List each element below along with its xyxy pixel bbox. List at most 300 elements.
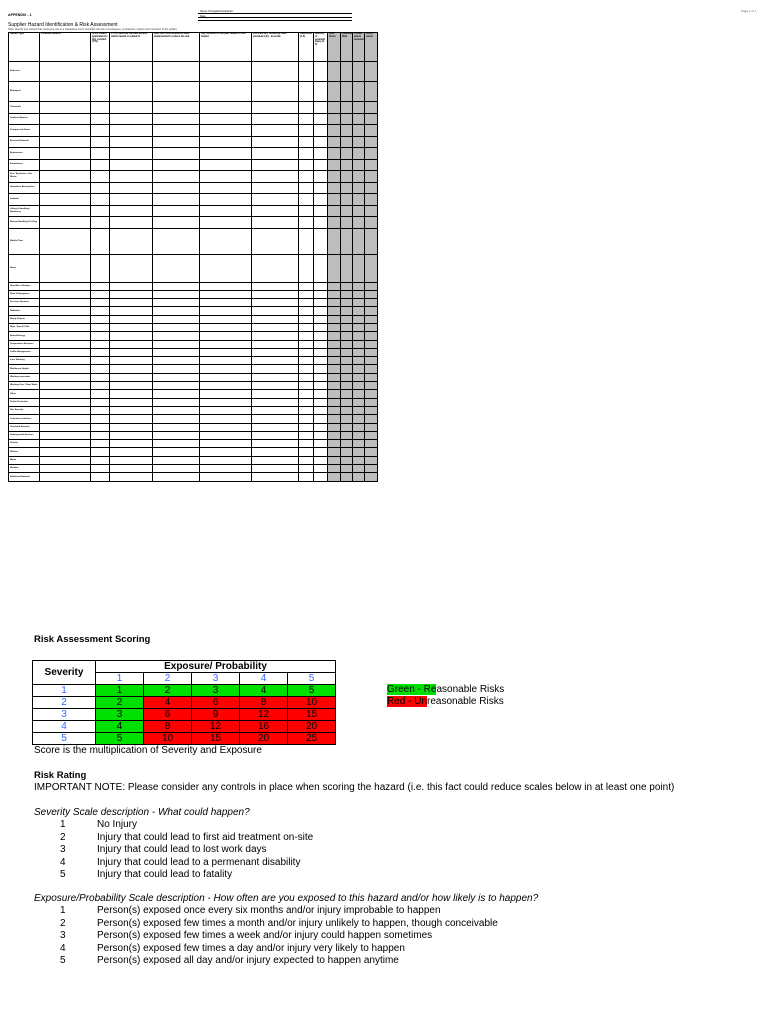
- hazard-input-cell[interactable]: [200, 290, 252, 298]
- hazard-input-cell[interactable]: [91, 148, 110, 160]
- hazard-input-cell[interactable]: [153, 307, 200, 315]
- hazard-input-cell[interactable]: [252, 382, 299, 390]
- hazard-input-cell[interactable]: [200, 473, 252, 481]
- hazard-input-cell[interactable]: [341, 323, 353, 331]
- hazard-input-cell[interactable]: [353, 398, 365, 406]
- hazard-input-cell[interactable]: [153, 365, 200, 373]
- hazard-input-cell[interactable]: [365, 390, 378, 398]
- hazard-input-cell[interactable]: [341, 62, 353, 82]
- hazard-input-cell[interactable]: [365, 398, 378, 406]
- hazard-input-cell[interactable]: [252, 205, 299, 217]
- hazard-input-cell[interactable]: [341, 340, 353, 348]
- hazard-input-cell[interactable]: [200, 423, 252, 431]
- hazard-input-cell[interactable]: [328, 365, 341, 373]
- hazard-input-cell[interactable]: [252, 194, 299, 206]
- hazard-input-cell[interactable]: [353, 254, 365, 282]
- hazard-input-cell[interactable]: [40, 431, 91, 439]
- hazard-input-cell[interactable]: [91, 159, 110, 171]
- hazard-input-cell[interactable]: [153, 290, 200, 298]
- hazard-input-cell[interactable]: [153, 465, 200, 473]
- hazard-input-cell[interactable]: [252, 431, 299, 439]
- hazard-input-cell[interactable]: [365, 82, 378, 102]
- hazard-input-cell[interactable]: [153, 125, 200, 137]
- hazard-input-cell[interactable]: [328, 290, 341, 298]
- hazard-input-cell[interactable]: [200, 315, 252, 323]
- hazard-input-cell[interactable]: [110, 194, 153, 206]
- hazard-input-cell[interactable]: [314, 440, 328, 448]
- hazard-input-cell[interactable]: [328, 440, 341, 448]
- hazard-input-cell[interactable]: [365, 357, 378, 365]
- hazard-input-cell[interactable]: [40, 171, 91, 183]
- hazard-input-cell[interactable]: [40, 136, 91, 148]
- hazard-input-cell[interactable]: [353, 365, 365, 373]
- hazard-input-cell[interactable]: [314, 148, 328, 160]
- hazard-input-cell[interactable]: [341, 194, 353, 206]
- hazard-input-cell[interactable]: [252, 159, 299, 171]
- hazard-input-cell[interactable]: [328, 282, 341, 290]
- hazard-input-cell[interactable]: [252, 148, 299, 160]
- hazard-input-cell[interactable]: [328, 217, 341, 229]
- hazard-input-cell[interactable]: [328, 473, 341, 481]
- hazard-input-cell[interactable]: [200, 440, 252, 448]
- hazard-input-cell[interactable]: [328, 431, 341, 439]
- hazard-input-cell[interactable]: [153, 357, 200, 365]
- hazard-input-cell[interactable]: [365, 473, 378, 481]
- hazard-input-cell[interactable]: [353, 299, 365, 307]
- hazard-input-cell[interactable]: [153, 159, 200, 171]
- hazard-input-cell[interactable]: [353, 82, 365, 102]
- hazard-input-cell[interactable]: [365, 323, 378, 331]
- hazard-input-cell[interactable]: [341, 390, 353, 398]
- hazard-input-cell[interactable]: [353, 102, 365, 114]
- hazard-input-cell[interactable]: [91, 473, 110, 481]
- hazard-input-cell[interactable]: [110, 406, 153, 414]
- hazard-input-cell[interactable]: [200, 194, 252, 206]
- hazard-input-cell[interactable]: [314, 465, 328, 473]
- hazard-input-cell[interactable]: [328, 415, 341, 423]
- hazard-input-cell[interactable]: [252, 228, 299, 254]
- hazard-input-cell[interactable]: [153, 431, 200, 439]
- hazard-input-cell[interactable]: [40, 465, 91, 473]
- hazard-input-cell[interactable]: [200, 415, 252, 423]
- hazard-input-cell[interactable]: [299, 228, 314, 254]
- hazard-input-cell[interactable]: [40, 102, 91, 114]
- hazard-input-cell[interactable]: [200, 136, 252, 148]
- hazard-input-cell[interactable]: [110, 323, 153, 331]
- hazard-input-cell[interactable]: [110, 136, 153, 148]
- hazard-input-cell[interactable]: [200, 323, 252, 331]
- hazard-input-cell[interactable]: [314, 406, 328, 414]
- hazard-input-cell[interactable]: [365, 217, 378, 229]
- hazard-input-cell[interactable]: [299, 282, 314, 290]
- hazard-input-cell[interactable]: [341, 373, 353, 381]
- hazard-input-cell[interactable]: [365, 254, 378, 282]
- hazard-input-cell[interactable]: [153, 113, 200, 125]
- hazard-input-cell[interactable]: [252, 307, 299, 315]
- hazard-input-cell[interactable]: [353, 228, 365, 254]
- hazard-input-cell[interactable]: [40, 182, 91, 194]
- hazard-input-cell[interactable]: [299, 398, 314, 406]
- hazard-input-cell[interactable]: [314, 340, 328, 348]
- hazard-input-cell[interactable]: [153, 62, 200, 82]
- hazard-input-cell[interactable]: [299, 406, 314, 414]
- hazard-input-cell[interactable]: [299, 323, 314, 331]
- hazard-input-cell[interactable]: [314, 205, 328, 217]
- hazard-input-cell[interactable]: [299, 390, 314, 398]
- hazard-input-cell[interactable]: [110, 415, 153, 423]
- hazard-input-cell[interactable]: [365, 194, 378, 206]
- hazard-input-cell[interactable]: [252, 282, 299, 290]
- hazard-input-cell[interactable]: [314, 113, 328, 125]
- hazard-input-cell[interactable]: [341, 113, 353, 125]
- hazard-input-cell[interactable]: [153, 398, 200, 406]
- hazard-input-cell[interactable]: [200, 365, 252, 373]
- hazard-input-cell[interactable]: [341, 357, 353, 365]
- hazard-input-cell[interactable]: [252, 102, 299, 114]
- hazard-input-cell[interactable]: [40, 348, 91, 356]
- hazard-input-cell[interactable]: [328, 423, 341, 431]
- hazard-input-cell[interactable]: [314, 357, 328, 365]
- hazard-input-cell[interactable]: [328, 465, 341, 473]
- hazard-input-cell[interactable]: [328, 307, 341, 315]
- hazard-input-cell[interactable]: [328, 373, 341, 381]
- hazard-input-cell[interactable]: [353, 194, 365, 206]
- hazard-input-cell[interactable]: [200, 456, 252, 464]
- hazard-input-cell[interactable]: [91, 406, 110, 414]
- hazard-input-cell[interactable]: [328, 254, 341, 282]
- hazard-input-cell[interactable]: [365, 382, 378, 390]
- hazard-input-cell[interactable]: [200, 448, 252, 456]
- hazard-input-cell[interactable]: [353, 357, 365, 365]
- hazard-input-cell[interactable]: [153, 448, 200, 456]
- hazard-input-cell[interactable]: [353, 217, 365, 229]
- hazard-input-cell[interactable]: [341, 82, 353, 102]
- hazard-input-cell[interactable]: [110, 217, 153, 229]
- hazard-input-cell[interactable]: [365, 456, 378, 464]
- hazard-input-cell[interactable]: [341, 159, 353, 171]
- hazard-input-cell[interactable]: [40, 448, 91, 456]
- hazard-input-cell[interactable]: [314, 323, 328, 331]
- hazard-input-cell[interactable]: [110, 113, 153, 125]
- hazard-input-cell[interactable]: [328, 159, 341, 171]
- hazard-input-cell[interactable]: [328, 323, 341, 331]
- hazard-input-cell[interactable]: [153, 205, 200, 217]
- hazard-input-cell[interactable]: [40, 228, 91, 254]
- hazard-input-cell[interactable]: [110, 332, 153, 340]
- hazard-input-cell[interactable]: [314, 102, 328, 114]
- hazard-input-cell[interactable]: [252, 290, 299, 298]
- hazard-input-cell[interactable]: [299, 62, 314, 82]
- hazard-input-cell[interactable]: [91, 440, 110, 448]
- hazard-input-cell[interactable]: [252, 217, 299, 229]
- hazard-input-cell[interactable]: [353, 136, 365, 148]
- hazard-input-cell[interactable]: [365, 290, 378, 298]
- hazard-input-cell[interactable]: [328, 125, 341, 137]
- hazard-input-cell[interactable]: [200, 431, 252, 439]
- hazard-input-cell[interactable]: [341, 415, 353, 423]
- hazard-input-cell[interactable]: [353, 382, 365, 390]
- hazard-input-cell[interactable]: [40, 415, 91, 423]
- hazard-input-cell[interactable]: [341, 254, 353, 282]
- hazard-input-cell[interactable]: [299, 194, 314, 206]
- hazard-input-cell[interactable]: [365, 125, 378, 137]
- hazard-input-cell[interactable]: [153, 254, 200, 282]
- hazard-input-cell[interactable]: [341, 440, 353, 448]
- hazard-input-cell[interactable]: [353, 148, 365, 160]
- hazard-input-cell[interactable]: [40, 390, 91, 398]
- hazard-input-cell[interactable]: [153, 390, 200, 398]
- hazard-input-cell[interactable]: [110, 398, 153, 406]
- hazard-input-cell[interactable]: [40, 323, 91, 331]
- hazard-input-cell[interactable]: [91, 323, 110, 331]
- hazard-input-cell[interactable]: [200, 398, 252, 406]
- hazard-input-cell[interactable]: [110, 473, 153, 481]
- hazard-input-cell[interactable]: [365, 102, 378, 114]
- hazard-input-cell[interactable]: [91, 307, 110, 315]
- hazard-input-cell[interactable]: [328, 456, 341, 464]
- hazard-input-cell[interactable]: [252, 299, 299, 307]
- hazard-input-cell[interactable]: [153, 373, 200, 381]
- hazard-input-cell[interactable]: [40, 282, 91, 290]
- hazard-input-cell[interactable]: [353, 159, 365, 171]
- hazard-input-cell[interactable]: [252, 315, 299, 323]
- hazard-input-cell[interactable]: [40, 357, 91, 365]
- hazard-input-cell[interactable]: [328, 315, 341, 323]
- hazard-input-cell[interactable]: [252, 398, 299, 406]
- hazard-input-cell[interactable]: [341, 398, 353, 406]
- hazard-input-cell[interactable]: [91, 315, 110, 323]
- hazard-input-cell[interactable]: [353, 182, 365, 194]
- hazard-input-cell[interactable]: [252, 406, 299, 414]
- hazard-input-cell[interactable]: [110, 171, 153, 183]
- hazard-input-cell[interactable]: [91, 332, 110, 340]
- hazard-input-cell[interactable]: [153, 332, 200, 340]
- hazard-input-cell[interactable]: [200, 348, 252, 356]
- hazard-input-cell[interactable]: [299, 373, 314, 381]
- hazard-input-cell[interactable]: [40, 205, 91, 217]
- hazard-input-cell[interactable]: [353, 406, 365, 414]
- hazard-input-cell[interactable]: [328, 406, 341, 414]
- hazard-input-cell[interactable]: [110, 282, 153, 290]
- hazard-input-cell[interactable]: [353, 456, 365, 464]
- hazard-input-cell[interactable]: [365, 448, 378, 456]
- hazard-input-cell[interactable]: [153, 194, 200, 206]
- hazard-input-cell[interactable]: [200, 113, 252, 125]
- hazard-input-cell[interactable]: [299, 456, 314, 464]
- hazard-input-cell[interactable]: [153, 473, 200, 481]
- hazard-input-cell[interactable]: [110, 102, 153, 114]
- hazard-input-cell[interactable]: [153, 171, 200, 183]
- hazard-input-cell[interactable]: [153, 340, 200, 348]
- hazard-input-cell[interactable]: [299, 102, 314, 114]
- hazard-input-cell[interactable]: [353, 448, 365, 456]
- hazard-input-cell[interactable]: [314, 228, 328, 254]
- hazard-input-cell[interactable]: [40, 62, 91, 82]
- hazard-input-cell[interactable]: [252, 82, 299, 102]
- hazard-input-cell[interactable]: [40, 440, 91, 448]
- hazard-input-cell[interactable]: [40, 290, 91, 298]
- hazard-input-cell[interactable]: [328, 148, 341, 160]
- hazard-input-cell[interactable]: [40, 299, 91, 307]
- hazard-input-cell[interactable]: [299, 332, 314, 340]
- hazard-input-cell[interactable]: [91, 448, 110, 456]
- hazard-input-cell[interactable]: [314, 456, 328, 464]
- hazard-input-cell[interactable]: [153, 148, 200, 160]
- hazard-input-cell[interactable]: [341, 282, 353, 290]
- hazard-input-cell[interactable]: [341, 228, 353, 254]
- hazard-input-cell[interactable]: [328, 390, 341, 398]
- hazard-input-cell[interactable]: [314, 431, 328, 439]
- hazard-input-cell[interactable]: [252, 340, 299, 348]
- hazard-input-cell[interactable]: [299, 465, 314, 473]
- hazard-input-cell[interactable]: [91, 171, 110, 183]
- hazard-input-cell[interactable]: [299, 182, 314, 194]
- hazard-input-cell[interactable]: [299, 82, 314, 102]
- hazard-input-cell[interactable]: [341, 299, 353, 307]
- hazard-input-cell[interactable]: [365, 282, 378, 290]
- hazard-input-cell[interactable]: [365, 182, 378, 194]
- hazard-input-cell[interactable]: [40, 423, 91, 431]
- hazard-input-cell[interactable]: [328, 205, 341, 217]
- hazard-input-cell[interactable]: [110, 82, 153, 102]
- hazard-input-cell[interactable]: [341, 307, 353, 315]
- hazard-input-cell[interactable]: [110, 465, 153, 473]
- hazard-input-cell[interactable]: [252, 448, 299, 456]
- hazard-input-cell[interactable]: [328, 113, 341, 125]
- hazard-input-cell[interactable]: [353, 465, 365, 473]
- hazard-input-cell[interactable]: [252, 456, 299, 464]
- hazard-input-cell[interactable]: [110, 440, 153, 448]
- hazard-input-cell[interactable]: [91, 398, 110, 406]
- hazard-input-cell[interactable]: [40, 332, 91, 340]
- hazard-input-cell[interactable]: [341, 290, 353, 298]
- hazard-input-cell[interactable]: [252, 473, 299, 481]
- hazard-input-cell[interactable]: [153, 423, 200, 431]
- hazard-input-cell[interactable]: [299, 217, 314, 229]
- hazard-input-cell[interactable]: [91, 299, 110, 307]
- hazard-input-cell[interactable]: [314, 182, 328, 194]
- hazard-input-cell[interactable]: [153, 228, 200, 254]
- hazard-input-cell[interactable]: [365, 307, 378, 315]
- hazard-input-cell[interactable]: [40, 125, 91, 137]
- hazard-input-cell[interactable]: [365, 136, 378, 148]
- hazard-input-cell[interactable]: [200, 159, 252, 171]
- hazard-input-cell[interactable]: [40, 307, 91, 315]
- hazard-input-cell[interactable]: [40, 315, 91, 323]
- hazard-input-cell[interactable]: [91, 217, 110, 229]
- hazard-input-cell[interactable]: [91, 113, 110, 125]
- hazard-input-cell[interactable]: [153, 315, 200, 323]
- hazard-input-cell[interactable]: [314, 159, 328, 171]
- hazard-input-cell[interactable]: [252, 125, 299, 137]
- hazard-input-cell[interactable]: [328, 182, 341, 194]
- hazard-input-cell[interactable]: [110, 423, 153, 431]
- hazard-input-cell[interactable]: [341, 102, 353, 114]
- hazard-input-cell[interactable]: [353, 423, 365, 431]
- hazard-input-cell[interactable]: [314, 390, 328, 398]
- hazard-input-cell[interactable]: [314, 125, 328, 137]
- hazard-input-cell[interactable]: [40, 82, 91, 102]
- hazard-input-cell[interactable]: [110, 205, 153, 217]
- hazard-input-cell[interactable]: [299, 290, 314, 298]
- hazard-input-cell[interactable]: [252, 390, 299, 398]
- hazard-input-cell[interactable]: [314, 415, 328, 423]
- hazard-input-cell[interactable]: [328, 357, 341, 365]
- hazard-input-cell[interactable]: [299, 205, 314, 217]
- hazard-input-cell[interactable]: [40, 254, 91, 282]
- hazard-input-cell[interactable]: [314, 194, 328, 206]
- hazard-input-cell[interactable]: [110, 382, 153, 390]
- hazard-input-cell[interactable]: [341, 456, 353, 464]
- hazard-input-cell[interactable]: [299, 473, 314, 481]
- hazard-input-cell[interactable]: [299, 159, 314, 171]
- hazard-input-cell[interactable]: [314, 398, 328, 406]
- hazard-input-cell[interactable]: [153, 456, 200, 464]
- hazard-input-cell[interactable]: [200, 465, 252, 473]
- hazard-input-cell[interactable]: [314, 373, 328, 381]
- hazard-input-cell[interactable]: [365, 299, 378, 307]
- hazard-input-cell[interactable]: [341, 423, 353, 431]
- hazard-input-cell[interactable]: [91, 456, 110, 464]
- hazard-input-cell[interactable]: [365, 171, 378, 183]
- hazard-input-cell[interactable]: [328, 171, 341, 183]
- hazard-input-cell[interactable]: [200, 390, 252, 398]
- hazard-input-cell[interactable]: [314, 299, 328, 307]
- hazard-input-cell[interactable]: [341, 315, 353, 323]
- hazard-input-cell[interactable]: [299, 113, 314, 125]
- hazard-input-cell[interactable]: [328, 62, 341, 82]
- hazard-input-cell[interactable]: [341, 136, 353, 148]
- hazard-input-cell[interactable]: [341, 465, 353, 473]
- hazard-input-cell[interactable]: [341, 148, 353, 160]
- hazard-input-cell[interactable]: [353, 440, 365, 448]
- hazard-input-cell[interactable]: [353, 62, 365, 82]
- hazard-input-cell[interactable]: [200, 171, 252, 183]
- hazard-input-cell[interactable]: [299, 299, 314, 307]
- hazard-input-cell[interactable]: [40, 113, 91, 125]
- hazard-input-cell[interactable]: [252, 465, 299, 473]
- hazard-input-cell[interactable]: [341, 365, 353, 373]
- hazard-input-cell[interactable]: [341, 431, 353, 439]
- hazard-input-cell[interactable]: [110, 357, 153, 365]
- hazard-input-cell[interactable]: [299, 254, 314, 282]
- hazard-input-cell[interactable]: [365, 315, 378, 323]
- hazard-input-cell[interactable]: [200, 357, 252, 365]
- hazard-input-cell[interactable]: [91, 348, 110, 356]
- hazard-input-cell[interactable]: [40, 340, 91, 348]
- hazard-input-cell[interactable]: [353, 315, 365, 323]
- hazard-input-cell[interactable]: [153, 102, 200, 114]
- hazard-input-cell[interactable]: [153, 382, 200, 390]
- hazard-input-cell[interactable]: [91, 415, 110, 423]
- hazard-input-cell[interactable]: [200, 340, 252, 348]
- hazard-input-cell[interactable]: [200, 332, 252, 340]
- hazard-input-cell[interactable]: [341, 217, 353, 229]
- hazard-input-cell[interactable]: [200, 82, 252, 102]
- hazard-input-cell[interactable]: [91, 182, 110, 194]
- hazard-input-cell[interactable]: [91, 357, 110, 365]
- hazard-input-cell[interactable]: [200, 299, 252, 307]
- hazard-input-cell[interactable]: [110, 431, 153, 439]
- hazard-input-cell[interactable]: [110, 348, 153, 356]
- hazard-input-cell[interactable]: [91, 254, 110, 282]
- hazard-input-cell[interactable]: [200, 217, 252, 229]
- hazard-input-cell[interactable]: [252, 423, 299, 431]
- hazard-input-cell[interactable]: [91, 205, 110, 217]
- hazard-input-cell[interactable]: [365, 159, 378, 171]
- hazard-input-cell[interactable]: [353, 373, 365, 381]
- hazard-input-cell[interactable]: [353, 282, 365, 290]
